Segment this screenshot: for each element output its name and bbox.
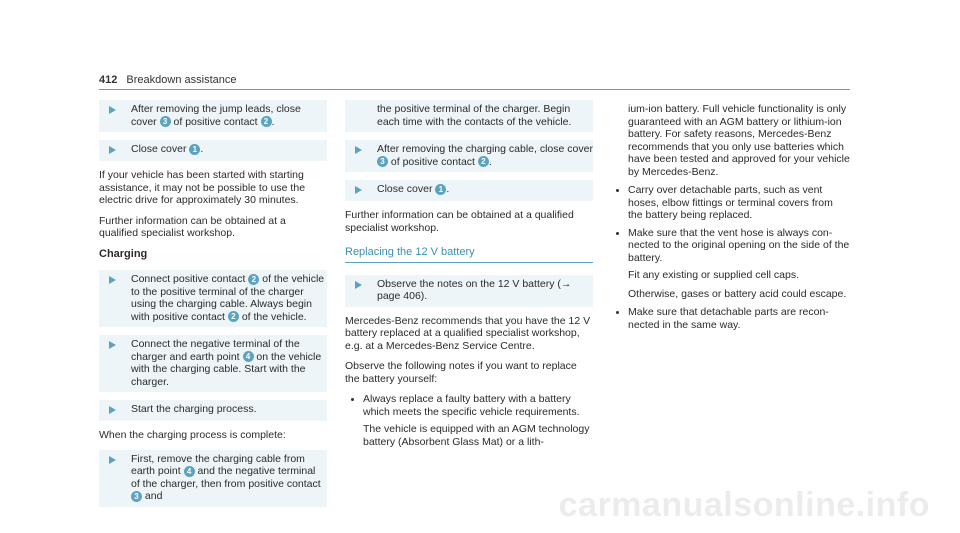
paragraph: Further information can be obtained at a qualified specialist workshop. (99, 214, 286, 239)
step-arrow-icon (109, 456, 116, 464)
paragraph: Observe the following notes if you want to replace the battery yourself: (345, 360, 577, 385)
paragraph: Further information can be obtained at a qualified specialist workshop. (345, 209, 574, 234)
step-connect-positive: Connect positive contact 2 of the vehicle to the positive terminal of the charger using the charging cable. Always begin with positive contact 2 of the vehicle. (99, 270, 327, 327)
column-1 (99, 100, 327, 515)
column-3 (610, 100, 850, 336)
callout-3-icon: 3 (131, 491, 142, 502)
step-arrow-icon (109, 406, 116, 414)
step-arrow-icon (355, 146, 362, 154)
step-close-cover-positive: After removing the jump leads, close cover 3 of positive contact 2 . (99, 100, 327, 132)
step-close-cover-positive: After removing the charging cable, close cover 3 of positive contact 2 . (345, 140, 593, 172)
column-2 (345, 100, 593, 454)
replacing-battery-heading: Replacing the 12 V battery (345, 246, 593, 263)
callout-2-icon: 2 (248, 274, 259, 285)
step-close-cover: Close cover 1 . (345, 180, 593, 201)
callout-1-icon: 1 (189, 144, 200, 155)
section-title: Breakdown assistance (126, 74, 237, 86)
list-item-note-continued: ium-ion battery. Full vehicle functionality is only guaranteed with an AGM battery or lithium-ion battery. For safety reasons, Mercedes-Benz recommends that you only use batteries which have been tested and approved for your vehicle by Mercedes-Benz. (628, 103, 850, 178)
callout-2-icon: 2 (228, 311, 239, 322)
page-number: 412 (99, 74, 118, 86)
list-item: Always replace a faulty battery with a battery which meets the specific vehicle requirements. (345, 393, 593, 418)
step-remove-cable: First, remove the charging cable from earth point 4 and the negative terminal of the charger, then from positive contact 3 and (99, 450, 327, 507)
header-rule (99, 89, 850, 90)
callout-3-icon: 3 (377, 156, 388, 167)
step-connect-negative: Connect the negative terminal of the charger and earth point 4 on the vehicle with the charging cable. Start with the charger. (99, 335, 327, 392)
step-continued: the positive terminal of the charger. Begin each time with the contacts of the vehicle. (345, 100, 593, 132)
step-arrow-icon (355, 281, 362, 289)
step-observe-notes (345, 275, 593, 307)
paragraph: Mercedes-Benz recommends that you have the 12 V battery replaced at a qualified specialist workshop, e.g. at a Mercedes-Benz Service Centre. (345, 314, 591, 352)
step-close-cover: Close cover 1 . (99, 140, 327, 161)
callout-1-icon: 1 (435, 184, 446, 195)
page-header (99, 74, 236, 86)
bullet-icon (351, 398, 354, 401)
list-item: Make sure that the vent hose is always connected to the original opening on the side of the battery. (610, 227, 850, 265)
page-reference-link[interactable]: Observe the notes on the 12 V battery (→ page 406). (377, 277, 572, 302)
step-arrow-icon (355, 186, 362, 194)
list-item-note: Fit any existing or supplied cell caps. (628, 269, 799, 281)
paragraph: If your vehicle has been started with starting assistance, it may not be possible to use the electric drive for approximately 30 minutes. (99, 169, 306, 206)
paragraph: When the charging process is complete: (99, 429, 286, 441)
list-item: Carry over detachable parts, such as vent hoses, elbow fittings or terminal covers from the battery being replaced. (610, 184, 850, 222)
callout-4-icon: 4 (184, 466, 195, 477)
callout-2-icon: 2 (478, 156, 489, 167)
charging-heading: Charging (99, 247, 148, 260)
bullet-icon (616, 189, 619, 192)
callout-4-icon: 4 (243, 351, 254, 362)
step-arrow-icon (109, 276, 116, 284)
step-arrow-icon (109, 146, 116, 154)
step-arrow-icon (109, 341, 116, 349)
list-item: Make sure that detachable parts are reconnected in the same way. (610, 306, 850, 331)
list-item-note: The vehicle is equipped with an AGM technology battery (Absorbent Glass Mat) or a lith- (363, 423, 590, 448)
step-start-charging: Start the charging process. (99, 400, 327, 421)
watermark: carmanualsonline.info (558, 486, 930, 524)
callout-2-icon: 2 (261, 116, 272, 127)
list-item-note: Otherwise, gases or battery acid could escape. (628, 287, 847, 300)
callout-3-icon: 3 (160, 116, 171, 127)
step-arrow-icon (109, 106, 116, 114)
bullet-icon (616, 311, 619, 314)
bullet-icon (616, 232, 619, 235)
